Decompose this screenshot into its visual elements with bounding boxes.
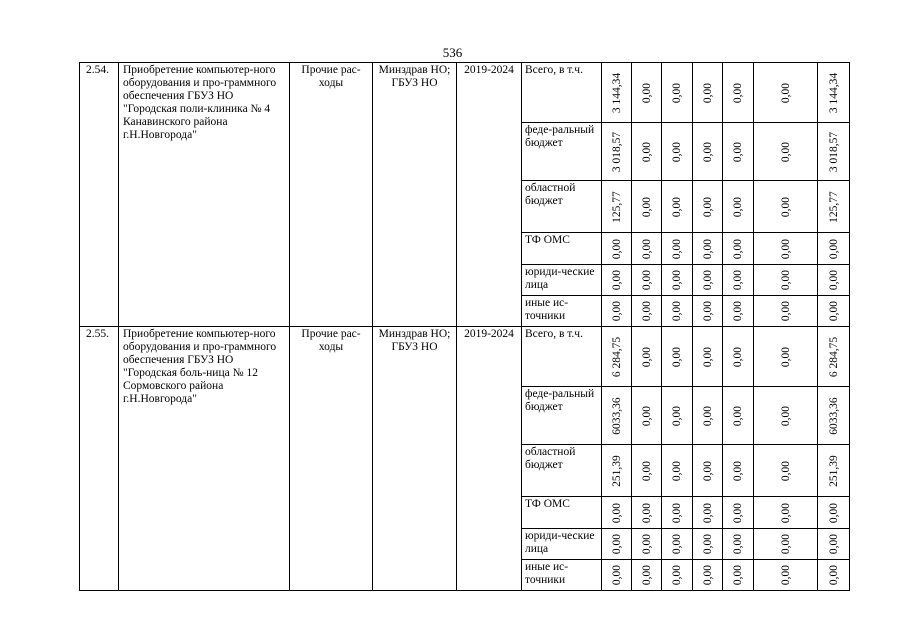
amount-value: 0,00 [671, 533, 683, 555]
amount-value: 0,00 [701, 269, 714, 291]
value-cell [693, 560, 723, 591]
amount-value: 0,00 [779, 196, 792, 217]
amount-value: 0,00 [671, 269, 683, 291]
funding-source: ТФ ОМС [522, 497, 602, 529]
value-cell [818, 123, 850, 181]
value-cell [662, 63, 693, 123]
value-cell [602, 529, 632, 560]
value-cell [632, 445, 662, 497]
value-cell [693, 123, 723, 181]
item-number: 2.54. [80, 63, 119, 327]
amount-value: 0,00 [779, 82, 792, 103]
value-cell [754, 387, 818, 445]
value-cell [693, 265, 723, 296]
amount-value: 0,00 [610, 300, 623, 322]
amount-value: 0,00 [827, 300, 840, 322]
amount-value: 0,00 [779, 346, 792, 367]
amount-value: 0,00 [640, 196, 653, 217]
value-cell [754, 296, 818, 327]
value-cell [818, 63, 850, 123]
amount-value: 0,00 [701, 82, 714, 103]
funding-source: иные ис-точники [522, 296, 602, 327]
amount-value: 0,00 [779, 460, 792, 481]
executor: Минздрав НО; ГБУЗ НО [373, 327, 457, 591]
value-cell [818, 327, 850, 387]
amount-value: 0,00 [732, 460, 744, 481]
period: 2019-2024 [457, 63, 522, 327]
amount-value: 0,00 [779, 502, 792, 523]
amount-value: 0,00 [610, 238, 623, 259]
value-cell [602, 560, 632, 591]
value-cell [754, 560, 818, 591]
value-cell [818, 497, 850, 529]
amount-value: 0,00 [732, 346, 744, 367]
amount-value: 0,00 [732, 405, 744, 426]
value-cell [754, 181, 818, 233]
amount-value: 6 284,75 [827, 336, 840, 377]
value-cell [632, 560, 662, 591]
period: 2019-2024 [457, 327, 522, 591]
value-cell [602, 181, 632, 233]
amount-value: 0,00 [671, 502, 683, 523]
page-number: 536 [442, 45, 463, 60]
amount-value: 3 144,34 [610, 72, 623, 113]
amount-value: 6 284,75 [610, 336, 623, 377]
amount-value: 0,00 [732, 82, 744, 103]
amount-value: 0,00 [640, 405, 653, 426]
funding-source: ТФ ОМС [522, 233, 602, 265]
amount-value: 3 018,57 [610, 131, 623, 172]
amount-value: 0,00 [779, 300, 792, 322]
value-cell [818, 560, 850, 591]
amount-value: 0,00 [827, 502, 840, 523]
value-cell [632, 265, 662, 296]
amount-value: 125,77 [610, 190, 623, 223]
amount-value: 0,00 [610, 269, 623, 291]
value-cell [632, 387, 662, 445]
amount-value: 0,00 [640, 564, 653, 586]
amount-value: 0,00 [640, 533, 653, 555]
funding-source: феде-ральный бюджет [522, 123, 602, 181]
amount-value: 0,00 [732, 564, 744, 586]
value-cell [754, 123, 818, 181]
value-cell [754, 233, 818, 265]
funding-source: юриди-ческие лица [522, 265, 602, 296]
value-cell [602, 63, 632, 123]
value-cell [662, 181, 693, 233]
value-cell [662, 560, 693, 591]
value-cell [662, 265, 693, 296]
value-cell [632, 497, 662, 529]
amount-value: 0,00 [610, 533, 623, 555]
amount-value: 0,00 [640, 141, 653, 162]
value-cell [818, 181, 850, 233]
amount-value: 0,00 [640, 346, 653, 367]
amount-value: 0,00 [732, 196, 744, 217]
amount-value: 6033,36 [610, 396, 623, 435]
amount-value: 0,00 [732, 269, 744, 291]
amount-value: 0,00 [779, 141, 792, 162]
value-cell [662, 445, 693, 497]
value-cell [818, 265, 850, 296]
value-cell [818, 233, 850, 265]
amount-value: 0,00 [640, 300, 653, 322]
value-cell [723, 387, 754, 445]
amount-value: 0,00 [671, 564, 683, 586]
amount-value: 0,00 [701, 460, 714, 481]
amount-value: 0,00 [610, 564, 623, 586]
amount-value: 3 144,34 [827, 72, 840, 113]
funding-source: Всего, в т.ч. [522, 63, 602, 123]
amount-value: 0,00 [640, 238, 653, 259]
funding-source: феде-ральный бюджет [522, 387, 602, 445]
amount-value: 0,00 [732, 238, 744, 259]
amount-value: 0,00 [779, 533, 792, 555]
amount-value: 0,00 [671, 238, 683, 259]
amount-value: 6033,36 [827, 396, 840, 435]
value-cell [818, 387, 850, 445]
amount-value: 125,77 [827, 190, 840, 223]
amount-value: 251,39 [610, 454, 623, 487]
value-cell [723, 181, 754, 233]
value-cell [693, 529, 723, 560]
value-cell [662, 387, 693, 445]
amount-value: 0,00 [701, 564, 714, 586]
value-cell [632, 63, 662, 123]
amount-value: 0,00 [827, 269, 840, 291]
value-cell [602, 233, 632, 265]
value-cell [662, 296, 693, 327]
value-cell [818, 296, 850, 327]
funding-source: юриди-ческие лица [522, 529, 602, 560]
value-cell [754, 265, 818, 296]
value-cell [693, 327, 723, 387]
amount-value: 0,00 [640, 460, 653, 481]
value-cell [602, 123, 632, 181]
table-row [80, 327, 850, 387]
value-cell [723, 445, 754, 497]
value-cell [632, 181, 662, 233]
value-cell [723, 560, 754, 591]
amount-value: 0,00 [779, 238, 792, 259]
amount-value: 0,00 [671, 346, 683, 367]
item-name: Приобретение компьютер-ного оборудования и про-граммного обеспечения ГБУЗ НО "Городская поли-клиника № 4 Канавинского района г.Н.Новгорода" [119, 63, 290, 327]
budget-table [79, 62, 850, 591]
value-cell [754, 63, 818, 123]
value-cell [693, 181, 723, 233]
funding-source: иные ис-точники [522, 560, 602, 591]
amount-value: 0,00 [701, 405, 714, 426]
value-cell [693, 445, 723, 497]
value-cell [723, 327, 754, 387]
value-cell [818, 529, 850, 560]
value-cell [693, 497, 723, 529]
amount-value: 0,00 [701, 502, 714, 523]
value-cell [754, 327, 818, 387]
value-cell [723, 233, 754, 265]
amount-value: 0,00 [640, 502, 653, 523]
value-cell [693, 63, 723, 123]
amount-value: 0,00 [671, 196, 683, 217]
amount-value: 0,00 [701, 238, 714, 259]
amount-value: 0,00 [827, 533, 840, 555]
value-cell [818, 445, 850, 497]
funding-source: областной бюджет [522, 181, 602, 233]
value-cell [632, 529, 662, 560]
value-cell [662, 529, 693, 560]
amount-value: 0,00 [671, 82, 683, 103]
amount-value: 0,00 [701, 300, 714, 322]
value-cell [602, 265, 632, 296]
expense-type: Прочие рас-ходы [290, 63, 373, 327]
amount-value: 0,00 [732, 141, 744, 162]
amount-value: 0,00 [732, 502, 744, 523]
amount-value: 3 018,57 [827, 131, 840, 172]
value-cell [632, 233, 662, 265]
amount-value: 0,00 [732, 300, 744, 322]
amount-value: 0,00 [701, 141, 714, 162]
amount-value: 0,00 [671, 405, 683, 426]
amount-value: 0,00 [640, 82, 653, 103]
value-cell [754, 529, 818, 560]
value-cell [632, 123, 662, 181]
value-cell [723, 63, 754, 123]
amount-value: 0,00 [671, 300, 683, 322]
amount-value: 0,00 [701, 196, 714, 217]
amount-value: 0,00 [701, 346, 714, 367]
value-cell [754, 497, 818, 529]
value-cell [723, 265, 754, 296]
value-cell [693, 296, 723, 327]
value-cell [602, 387, 632, 445]
value-cell [662, 327, 693, 387]
value-cell [754, 445, 818, 497]
value-cell [602, 327, 632, 387]
amount-value: 0,00 [610, 502, 623, 523]
value-cell [662, 233, 693, 265]
value-cell [662, 497, 693, 529]
amount-value: 0,00 [671, 141, 683, 162]
funding-source: областной бюджет [522, 445, 602, 497]
amount-value: 0,00 [827, 238, 840, 259]
value-cell [632, 296, 662, 327]
table-row [80, 63, 850, 123]
executor: Минздрав НО; ГБУЗ НО [373, 63, 457, 327]
amount-value: 0,00 [701, 533, 714, 555]
funding-source: Всего, в т.ч. [522, 327, 602, 387]
amount-value: 0,00 [779, 269, 792, 291]
value-cell [602, 497, 632, 529]
value-cell [632, 327, 662, 387]
value-cell [693, 387, 723, 445]
amount-value: 0,00 [732, 533, 744, 555]
amount-value: 0,00 [671, 460, 683, 481]
value-cell [723, 529, 754, 560]
expense-type: Прочие рас-ходы [290, 327, 373, 591]
value-cell [662, 123, 693, 181]
value-cell [723, 123, 754, 181]
item-number: 2.55. [80, 327, 119, 591]
value-cell [723, 296, 754, 327]
value-cell [723, 497, 754, 529]
item-name: Приобретение компьютер-ного оборудования и про-граммного обеспечения ГБУЗ НО "Городская боль-ница № 12 Сормовского района г.Н.Новгорода" [119, 327, 290, 591]
value-cell [602, 296, 632, 327]
amount-value: 0,00 [640, 269, 653, 291]
amount-value: 0,00 [779, 405, 792, 426]
amount-value: 0,00 [827, 564, 840, 586]
value-cell [602, 445, 632, 497]
amount-value: 0,00 [779, 564, 792, 586]
amount-value: 251,39 [827, 454, 840, 487]
value-cell [693, 233, 723, 265]
